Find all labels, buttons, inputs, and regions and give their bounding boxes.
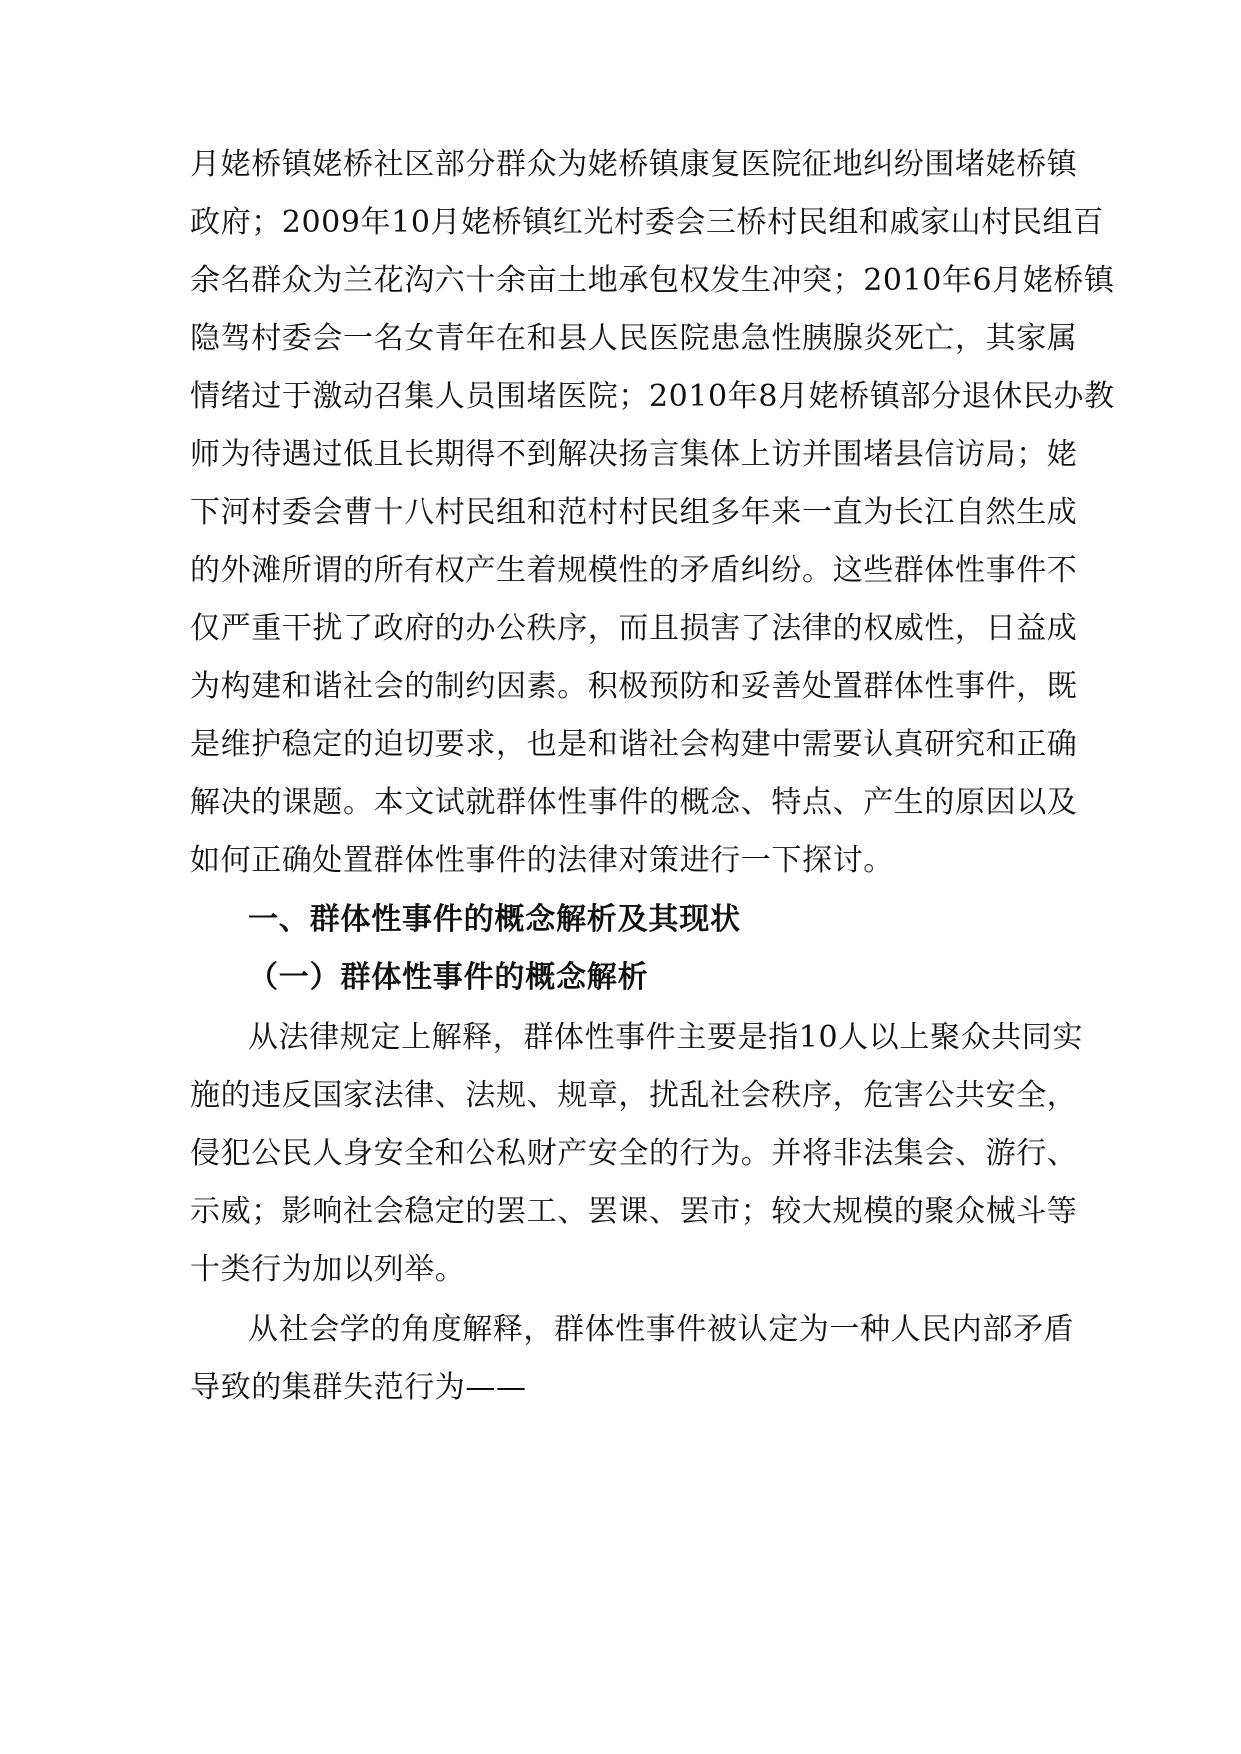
body-text-line: 侵犯公民人身安全和公私财产安全的行为。并将非法集会、游行、 <box>190 1136 1078 1171</box>
body-text-line: 仅严重干扰了政府的办公秩序，而且损害了法律的权威性，日益成 <box>190 611 1078 646</box>
body-text-line: 为构建和谐社会的制约因素。积极预防和妥善处置群体性事件，既 <box>190 669 1078 704</box>
section-heading: 一、群体性事件的概念解析及其现状 <box>248 902 741 937</box>
body-text-line: 是维护稳定的迫切要求，也是和谐社会构建中需要认真研究和正确 <box>190 727 1078 762</box>
body-text-line: 月姥桥镇姥桥社区部分群众为姥桥镇康复医院征地纠纷围堵姥桥镇 <box>190 147 1078 182</box>
body-text-line: 从法律规定上解释，群体性事件主要是指10人以上聚众共同实 <box>248 1020 1083 1055</box>
body-text-line: 下河村委会曹十八村民组和范村村民组多年来一直为长江自然生成 <box>190 495 1078 530</box>
body-text-line: 隐驾村委会一名女青年在和县人民医院患急性胰腺炎死亡，其家属 <box>190 321 1078 356</box>
body-text-line: 解决的课题。本文试就群体性事件的概念、特点、产生的原因以及 <box>190 785 1078 820</box>
body-text-line: 的外滩所谓的所有权产生着规模性的矛盾纠纷。这些群体性事件不 <box>190 553 1078 588</box>
body-text-line: 余名群众为兰花沟六十余亩土地承包权发生冲突；2010年6月姥桥镇 <box>190 263 1115 298</box>
subsection-heading: （一）群体性事件的概念解析 <box>248 960 649 995</box>
body-text-line: 师为待遇过低且长期得不到解决扬言集体上访并围堵县信访局；姥 <box>190 437 1078 472</box>
body-text-line: 示威；影响社会稳定的罢工、罢课、罢市；较大规模的聚众械斗等 <box>190 1194 1078 1229</box>
body-text-line: 情绪过于激动召集人员围堵医院；2010年8月姥桥镇部分退休民办教 <box>190 379 1115 414</box>
body-text-line: 施的违反国家法律、法规、规章，扰乱社会秩序，危害公共安全， <box>190 1078 1078 1113</box>
body-text-line: 十类行为加以列举。 <box>190 1252 466 1287</box>
body-text-line: 如何正确处置群体性事件的法律对策进行一下探讨。 <box>190 843 894 878</box>
body-text-line: 导致的集群失范行为—— <box>190 1370 527 1405</box>
body-text-line: 从社会学的角度解释，群体性事件被认定为一种人民内部矛盾 <box>248 1312 1075 1347</box>
body-text-line: 政府；2009年10月姥桥镇红光村委会三桥村民组和戚家山村民组百 <box>190 205 1104 240</box>
